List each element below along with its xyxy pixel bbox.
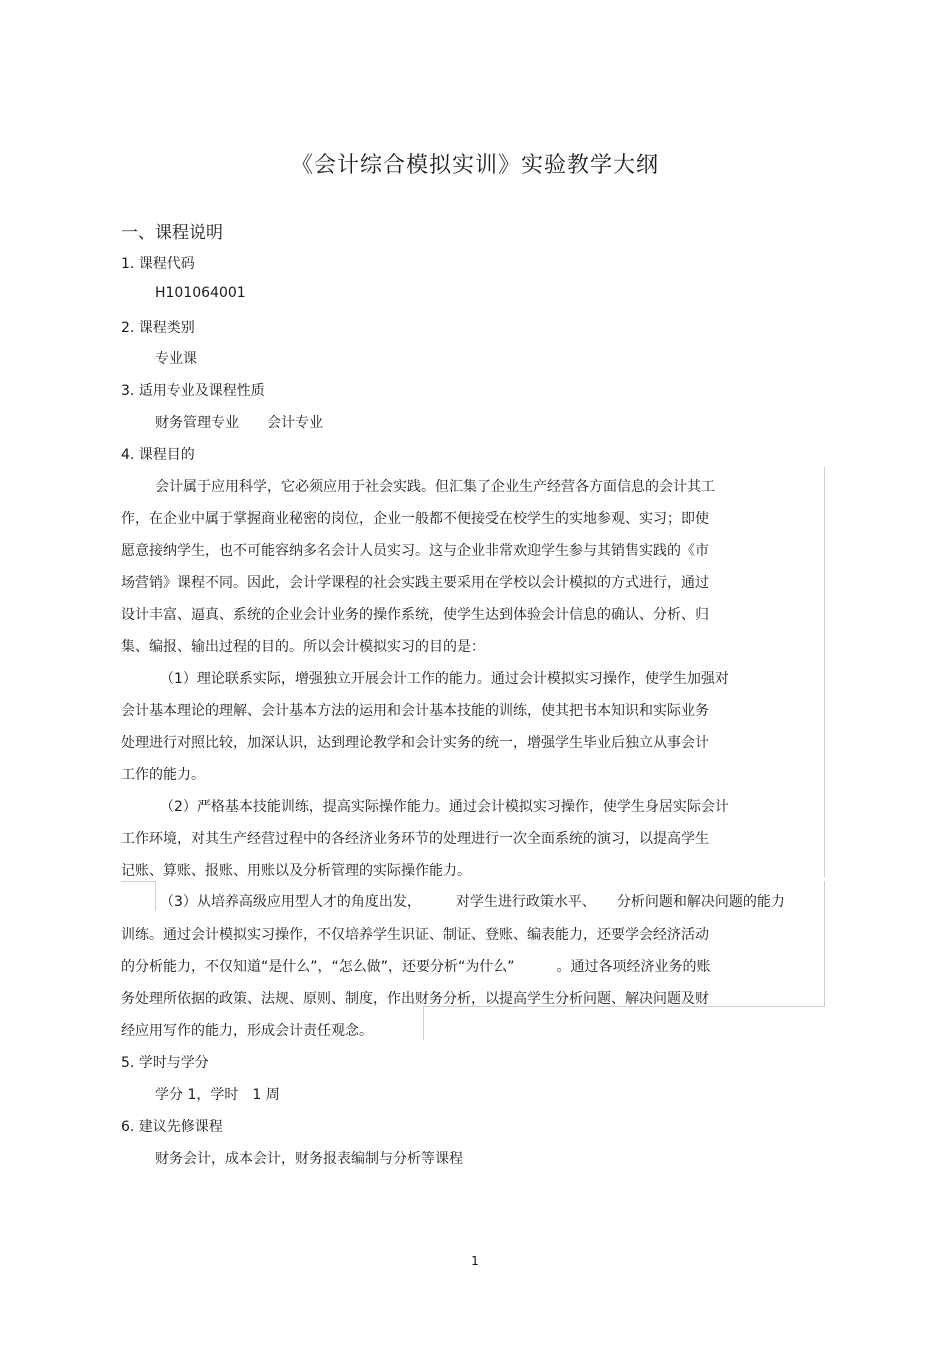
item-value-1: H101064001 — [155, 285, 246, 301]
paragraph-line: 愿意接纳学生，也不可能容纳多名会计人员实习。这与企业非常欢迎学生参与其销售实践的《市 — [121, 543, 709, 559]
frame-line — [824, 467, 825, 877]
paragraph-line: 务处理所依据的政策、法规、原则、制度，作出财务分析，以提高学生分析问题、解决问题及财 — [121, 991, 709, 1007]
document-title: 《会计综合模拟实训》实验教学大纲 — [290, 153, 659, 178]
paragraph-line: （3）从培养高级应用型人才的角度出发， 对学生进行政策水平、 分析问题和解决问题的能力 — [160, 894, 785, 910]
paragraph-line: 训练。通过会计模拟实习操作，不仅培养学生识证、制证、登账、编表能力，还要学会经济活动 — [121, 927, 709, 943]
paragraph-line: 会计基本理论的理解、会计基本方法的运用和会计基本技能的训练，使其把书本知识和实际业务 — [121, 703, 709, 719]
paragraph-line: 场营销》课程不同。因此，会计学课程的社会实践主要采用在学校以会计模拟的方式进行，通过 — [121, 575, 709, 591]
item-label-5: 5. 学时与学分 — [121, 1055, 209, 1071]
paragraph-line: 作，在企业中属于掌握商业秘密的岗位，企业一般都不便接受在校学生的实地参观、实习；即使 — [121, 511, 709, 527]
paragraph-line: 集、编报、输出过程的目的。所以会计模拟实习的目的是： — [121, 639, 485, 655]
item-label-3: 3. 适用专业及课程性质 — [121, 383, 265, 399]
item-label-6: 6. 建议先修课程 — [121, 1119, 223, 1135]
item-label-2: 2. 课程类别 — [121, 320, 195, 336]
frame-line — [155, 881, 156, 911]
item-label-4: 4. 课程目的 — [121, 447, 195, 463]
frame-line — [824, 881, 825, 1006]
paragraph-line: 工作环境，对其生产经营过程中的各经济业务环节的处理进行一次全面系统的演习，以提高学生 — [121, 831, 709, 847]
paragraph-line: （2）严格基本技能训练，提高实际操作能力。通过会计模拟实习操作，使学生身居实际会计 — [160, 799, 729, 815]
item-value-3: 财务管理专业 会计专业 — [155, 415, 323, 431]
item-label-1: 1. 课程代码 — [121, 256, 195, 272]
paragraph-line: 的分析能力，不仅知道“是什么”，“怎么做”，还要分析“为什么” 。通过各项经济业务的账 — [121, 959, 711, 975]
item-value-2: 专业课 — [155, 351, 197, 367]
item-value-5: 学分 1，学时 1 周 — [155, 1087, 280, 1103]
section-heading: 一、课程说明 — [121, 223, 223, 243]
frame-line — [121, 881, 155, 882]
paragraph-line: 会计属于应用科学，它必须应用于社会实践。但汇集了企业生产经营各方面信息的会计其工 — [155, 479, 715, 495]
paragraph-line: （1）理论联系实际，增强独立开展会计工作的能力。通过会计模拟实习操作，使学生加强对 — [160, 671, 729, 687]
page-number: 1 — [471, 1254, 479, 1268]
paragraph-line: 处理进行对照比较，加深认识，达到理论教学和会计实务的统一，增强学生毕业后独立从事会计 — [121, 735, 709, 751]
paragraph-line: 设计丰富、逼真、系统的企业会计业务的操作系统，使学生达到体验会计信息的确认、分析、归 — [121, 607, 709, 623]
paragraph-line: 工作的能力。 — [121, 767, 205, 783]
item-value-6: 财务会计，成本会计，财务报表编制与分析等课程 — [155, 1151, 463, 1167]
paragraph-line: 经应用写作的能力，形成会计责任观念。 — [121, 1023, 373, 1039]
paragraph-line: 记账、算账、报账、用账以及分析管理的实际操作能力。 — [121, 863, 471, 879]
